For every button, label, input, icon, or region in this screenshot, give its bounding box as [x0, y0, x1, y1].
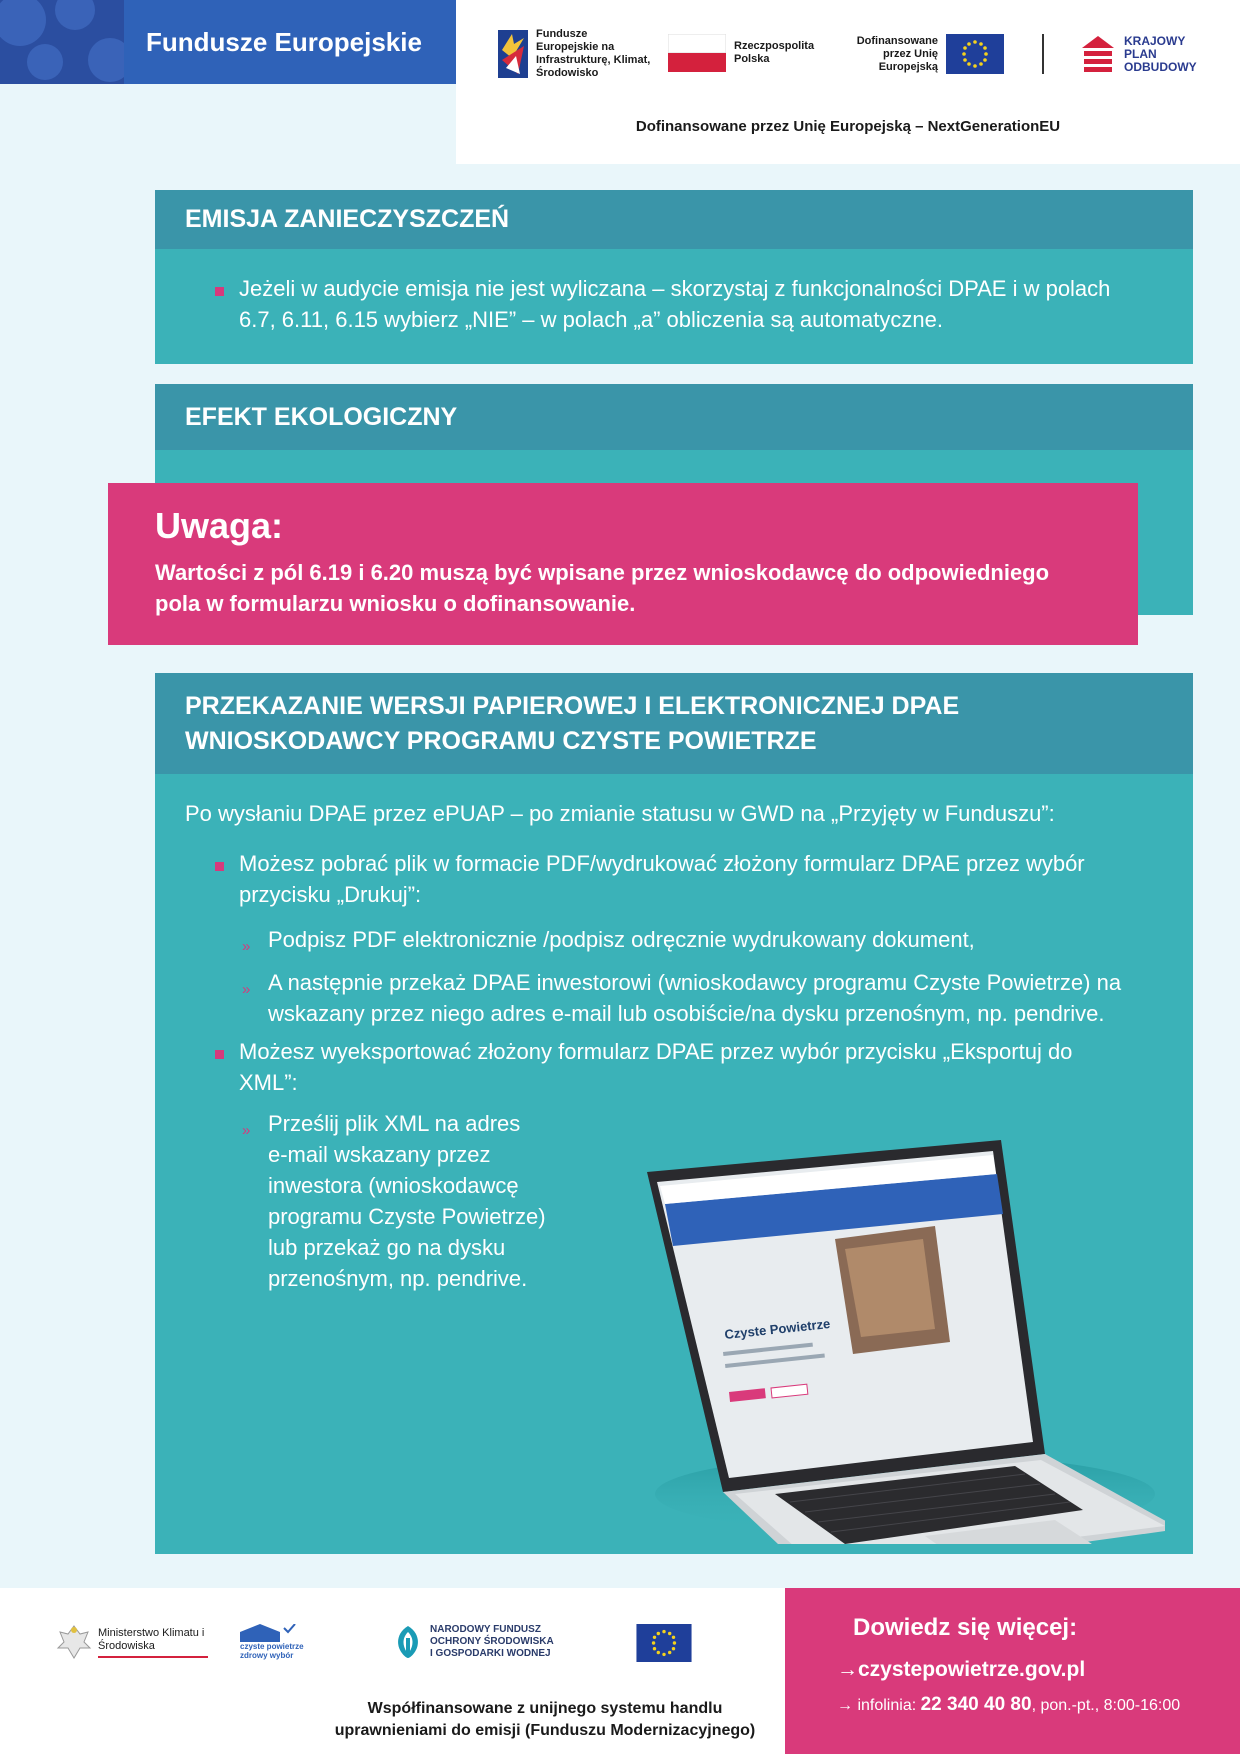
footer-cofin-line2: uprawnieniami do emisji (Funduszu Modernizacyjnego): [334, 1722, 756, 1739]
hotline-label: infolinia:: [857, 1697, 917, 1714]
kpo-icon: [1080, 34, 1116, 74]
arrow-right-icon: →: [837, 1697, 853, 1714]
logo-divider: [1042, 34, 1044, 74]
bullet-pdf: [239, 848, 1179, 910]
nfos-label-3: I GOSPODARKI WODNEJ: [430, 1648, 551, 1659]
website-link-text[interactable]: czystepowietrze.gov.pl: [858, 1658, 1086, 1681]
przekazanie-title: [185, 689, 959, 759]
sub-send-dpae-line2: wskazany przez niego adres e-mail lub osobiście/na dysku przenośnym, np. pendrive.: [268, 1001, 1105, 1026]
eu-flag-icon: [636, 1624, 692, 1662]
bullet-pdf-line1: Możesz pobrać plik w formacie PDF/wydrukować złożony formularz DPAE przez wybór: [239, 851, 1085, 876]
emisja-title: EMISJA ZANIECZYSZCZEŃ: [185, 205, 510, 233]
cp-label: [240, 1642, 304, 1660]
ministry-logo: [56, 1622, 208, 1662]
bullet-square: [215, 1050, 224, 1059]
eu-flag-icon: [946, 34, 1004, 74]
nfos-icon: [392, 1624, 424, 1660]
ue-logo: [830, 34, 1004, 74]
przekazanie-title-line2: WNIOSKODAWCY PROGRAMU CZYSTE POWIETRZE: [185, 726, 817, 755]
emisja-body: [155, 249, 1193, 364]
emisja-bullet-line1: Jeżeli w audycie emisja nie jest wyliczana – skorzystaj z funkcjonalności DPAE i w polach: [239, 276, 1111, 301]
przekazanie-header: [155, 673, 1193, 774]
footer-eu-logo: [636, 1624, 692, 1662]
uwaga-text-line2: pola w formularzu wniosku o dofinansowanie.: [155, 591, 636, 616]
rp-label: Rzeczpospolita Polska: [734, 40, 815, 65]
nfos-label-1: NARODOWY FUNDUSZ: [430, 1624, 541, 1635]
footer-logos: [0, 1588, 785, 1754]
hotline-number[interactable]: 22 340 40 80: [920, 1694, 1032, 1715]
kpo-label-3: ODBUDOWY: [1124, 59, 1197, 74]
nfos-logo: [392, 1624, 554, 1660]
fe-star-tile: [0, 0, 124, 84]
footer-cofin-line1: Współfinansowane z unijnego systemu handlu: [367, 1700, 723, 1717]
chevron-right-icon: »: [242, 1122, 251, 1139]
rp-logo: [668, 34, 814, 72]
uwaga-title: Uwaga:: [155, 505, 284, 546]
emisja-bullet-line2: 6.7, 6.11, 6.15 wybierz „NIE” – w polach „a” obliczenia są automatyczne.: [239, 307, 943, 332]
bullet-square: [215, 862, 224, 871]
bullet-square: [215, 287, 224, 296]
sub-send-xml: [268, 1108, 608, 1294]
brand-title-band: [124, 0, 456, 84]
sub-send-xml-line: Prześlij plik XML na adres: [268, 1111, 521, 1136]
sub-send-xml-line: programu Czyste Powietrze): [268, 1204, 546, 1229]
footer-cofinanced-note: [320, 1698, 770, 1742]
brand-title: Fundusze Europejskie: [146, 26, 422, 57]
hotline: [837, 1694, 1180, 1716]
polish-flag-icon: [668, 34, 726, 72]
uwaga-text-line1: Wartości z pól 6.19 i 6.20 muszą być wpisane przez wnioskodawcę do odpowiedniego: [155, 560, 1050, 585]
hotline-hours: , pon.-pt., 8:00-16:00: [1031, 1697, 1181, 1714]
kpo-logo: [1080, 34, 1197, 74]
przekazanie-body: [155, 774, 1193, 1554]
cofinanced-note: Dofinansowane przez Unię Europejską – NextGenerationEU: [635, 118, 1061, 135]
partner-logos: [456, 0, 1240, 164]
efekt-title: EFEKT EKOLOGICZNY: [185, 402, 458, 431]
bullet-pdf-line2: przycisku „Drukuj”:: [239, 882, 422, 907]
sub-send-xml-line: lub przekaż go na dysku: [268, 1235, 506, 1260]
kpo-label: [1124, 35, 1197, 74]
feniks-icon: [498, 30, 528, 78]
chevron-right-icon: »: [242, 938, 251, 955]
laptop-site-title: Czyste Powietrze: [723, 1315, 831, 1342]
sub-sign-pdf: Podpisz PDF elektronicznie /podpisz odręcznie wydrukowany dokument,: [268, 927, 975, 952]
sub-send-xml-line: e-mail wskazany przez: [268, 1142, 491, 1167]
cp-logo: [240, 1624, 304, 1660]
feniks-label: Fundusze Europejskie na Infrastrukturę, Klimat, Środowisko: [536, 28, 651, 79]
ue-label: Dofinansowane przez Unię Europejską: [856, 34, 938, 73]
emisja-bullet: [239, 273, 1179, 335]
learn-more-title: Dowiedz się więcej:: [853, 1614, 1078, 1641]
ministry-label: Ministerstwo Klimatu i Środowiska: [98, 1626, 205, 1652]
emisja-header: [155, 190, 1193, 249]
laptop-illustration: [605, 1074, 1165, 1544]
website-link[interactable]: [837, 1658, 1085, 1682]
kpo-label-1: KRAJOWY: [1124, 33, 1186, 48]
bullet-xml-line1: Możesz wyeksportować złożony formularz DPAE przez wybór przycisku „Eksportuj do: [239, 1039, 1073, 1064]
learn-more-panel: [785, 1588, 1240, 1754]
sub-send-xml-line: przenośnym, np. pendrive.: [268, 1266, 528, 1291]
sub-send-dpae: [268, 967, 1188, 1029]
sub-send-dpae-line1: A następnie przekaż DPAE inwestorowi (wnioskodawcy programu Czyste Powietrze) na: [268, 970, 1122, 995]
efekt-header: [155, 384, 1193, 450]
przekazanie-title-line1: PRZEKAZANIE WERSJI PAPIEROWEJ I ELEKTRONICZNEJ DPAE: [185, 691, 960, 720]
nfos-label: [430, 1624, 554, 1660]
nfos-label-2: OCHRONY ŚRODOWISKA: [430, 1636, 554, 1647]
house-icon: [240, 1624, 296, 1642]
cp-label-1: czyste powietrze: [240, 1642, 304, 1651]
sub-send-xml-line: inwestora (wnioskodawcę: [268, 1173, 519, 1198]
kpo-label-2: PLAN: [1124, 46, 1157, 61]
przekazanie-intro: Po wysłaniu DPAE przez ePUAP – po zmianie statusu w GWD na „Przyjęty w Funduszu”:: [185, 801, 1055, 826]
arrow-right-icon: →: [837, 1658, 858, 1681]
eagle-icon: [56, 1622, 92, 1662]
chevron-right-icon: »: [242, 981, 251, 998]
bullet-xml-line2: XML”:: [239, 1070, 298, 1095]
feniks-logo: [498, 28, 651, 80]
uwaga-text: [155, 557, 1095, 619]
uwaga-callout: [108, 483, 1138, 645]
cp-label-2: zdrowy wybór: [240, 1651, 294, 1660]
